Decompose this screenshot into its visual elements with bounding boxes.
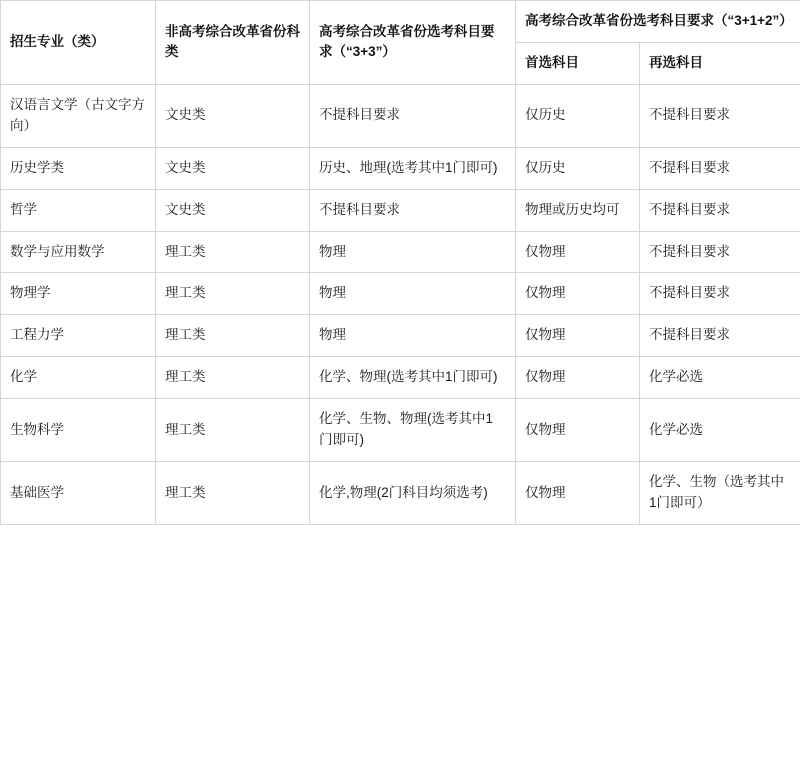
cell-first-choice: 物理或历史均可 [516, 189, 640, 231]
cell-first-choice: 仅物理 [516, 357, 640, 399]
cell-second-choice: 不提科目要求 [640, 189, 800, 231]
cell-non-reform: 文史类 [156, 189, 310, 231]
cell-non-reform: 理工类 [156, 315, 310, 357]
cell-first-choice: 仅物理 [516, 399, 640, 462]
cell-major: 哲学 [1, 189, 156, 231]
cell-second-choice: 不提科目要求 [640, 231, 800, 273]
table-row [1, 315, 800, 357]
header-major: 招生专业（类） [1, 1, 156, 85]
cell-major: 生物科学 [1, 399, 156, 462]
table-row [1, 84, 800, 147]
cell-second-choice: 化学、生物（选考其中1门即可） [640, 462, 800, 525]
table-row [1, 273, 800, 315]
cell-second-choice: 化学必选 [640, 399, 800, 462]
table-row [1, 357, 800, 399]
cell-first-choice: 仅物理 [516, 315, 640, 357]
cell-major: 汉语言文学（古文字方向） [1, 84, 156, 147]
header-non-reform-category: 非高考综合改革省份科类 [156, 1, 310, 85]
cell-major: 化学 [1, 357, 156, 399]
cell-reform-3-3: 化学、物理(选考其中1门即可) [310, 357, 516, 399]
cell-major: 物理学 [1, 273, 156, 315]
cell-second-choice: 化学必选 [640, 357, 800, 399]
cell-non-reform: 理工类 [156, 399, 310, 462]
cell-major: 基础医学 [1, 462, 156, 525]
table-row [1, 189, 800, 231]
cell-second-choice: 不提科目要求 [640, 84, 800, 147]
cell-first-choice: 仅物理 [516, 231, 640, 273]
cell-reform-3-3: 历史、地理(选考其中1门即可) [310, 147, 516, 189]
cell-major: 数学与应用数学 [1, 231, 156, 273]
cell-reform-3-3: 物理 [310, 315, 516, 357]
header-reform-3-3: 高考综合改革省份选考科目要求（“3+3”） [310, 1, 516, 85]
cell-first-choice: 仅物理 [516, 462, 640, 525]
cell-reform-3-3: 物理 [310, 231, 516, 273]
cell-reform-3-3: 化学、生物、物理(选考其中1门即可) [310, 399, 516, 462]
table-row [1, 462, 800, 525]
cell-non-reform: 理工类 [156, 357, 310, 399]
table-header-row-main [1, 1, 800, 43]
cell-reform-3-3: 物理 [310, 273, 516, 315]
cell-non-reform: 理工类 [156, 273, 310, 315]
cell-non-reform: 文史类 [156, 84, 310, 147]
cell-second-choice: 不提科目要求 [640, 147, 800, 189]
table-body [1, 84, 800, 524]
cell-first-choice: 仅历史 [516, 84, 640, 147]
cell-first-choice: 仅物理 [516, 273, 640, 315]
header-reform-3-1-2: 高考综合改革省份选考科目要求（“3+1+2”） [516, 1, 800, 43]
cell-non-reform: 理工类 [156, 462, 310, 525]
cell-non-reform: 文史类 [156, 147, 310, 189]
cell-major: 历史学类 [1, 147, 156, 189]
cell-non-reform: 理工类 [156, 231, 310, 273]
header-second-choice: 再选科目 [640, 42, 800, 84]
cell-first-choice: 仅历史 [516, 147, 640, 189]
header-first-choice: 首选科目 [516, 42, 640, 84]
cell-major: 工程力学 [1, 315, 156, 357]
table-row [1, 231, 800, 273]
cell-second-choice: 不提科目要求 [640, 315, 800, 357]
cell-reform-3-3: 不提科目要求 [310, 84, 516, 147]
table-row [1, 147, 800, 189]
cell-reform-3-3: 化学,物理(2门科目均须选考) [310, 462, 516, 525]
cell-reform-3-3: 不提科目要求 [310, 189, 516, 231]
table-row [1, 399, 800, 462]
cell-second-choice: 不提科目要求 [640, 273, 800, 315]
